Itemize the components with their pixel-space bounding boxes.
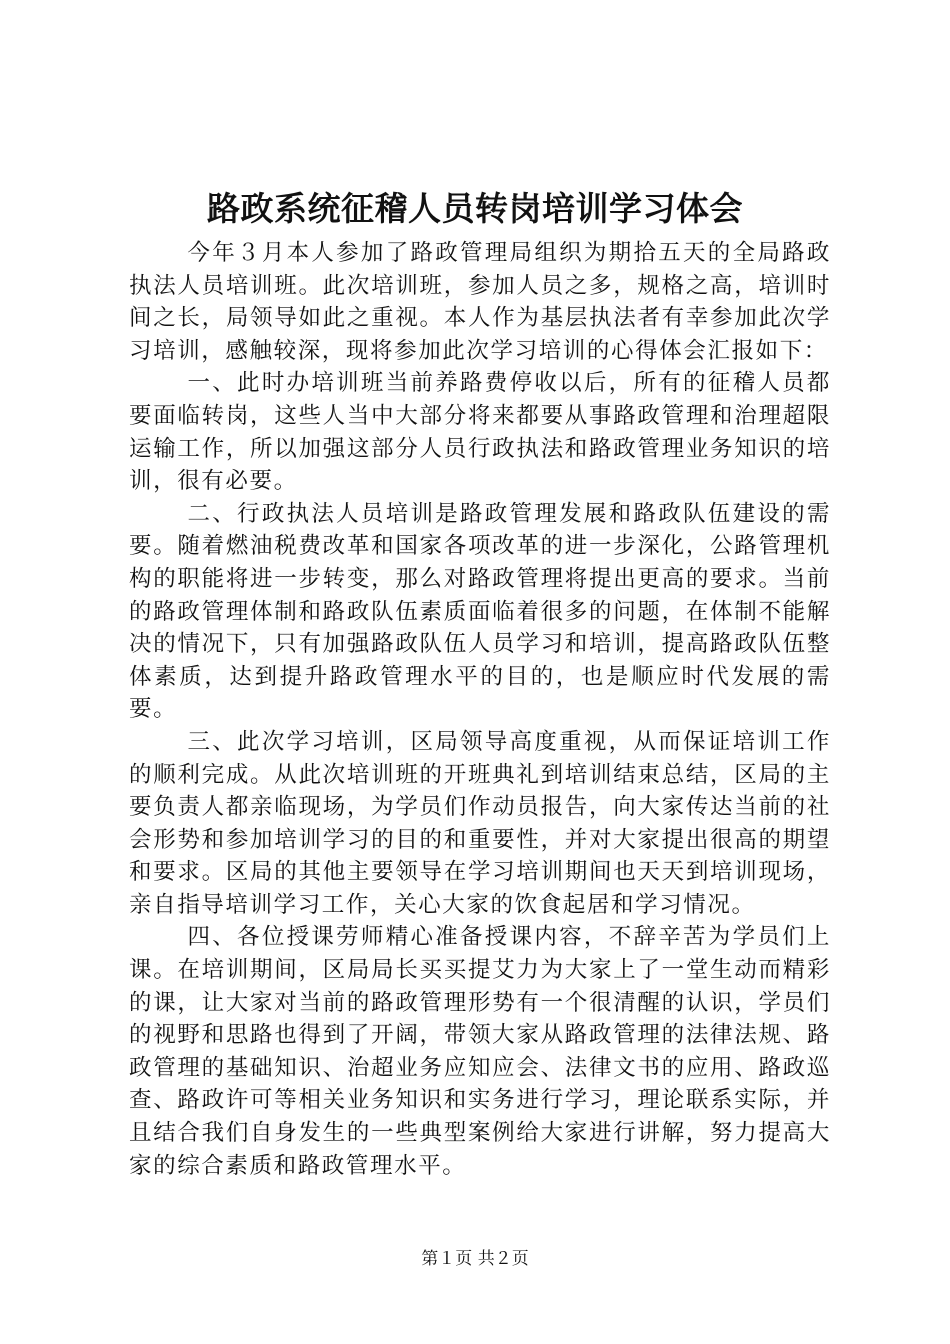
paragraph-point-2: 二、行政执法人员培训是路政管理发展和路政队伍建设的需要。随着燃油税费改革和国家各项改革的进一步深化，公路管理机构的职能将进一步转变，那么对路政管理将提出更高的要求。当前的路政管理体制和路政队伍素质面临着很多的问题，在体制不能解决的情况下，只有加强路政队伍人员学习和培训，提高路政队伍整体素质，达到提升路政管理水平的目的，也是顺应时代发展的需要。 — [129, 500, 831, 723]
paragraph-point-3: 三、此次学习培训，区局领导高度重视，从而保证培训工作的顺利完成。从此次培训班的开班典礼到培训结束总结，区局的主要负责人都亲临现场，为学员们作动员报告，向大家传达当前的社会形势和参加培训学习的目的和重要性，并对大家提出很高的期望和要求。区局的其他主要领导在学习培训期间也天天到培训现场，亲自指导培训学习工作，关心大家的饮食起居和学习情况。 — [129, 728, 831, 918]
page-number-footer: 第１页 共２页 — [421, 1249, 529, 1269]
document-body — [129, 237, 831, 1182]
paragraph-point-4: 四、各位授课劳师精心准备授课内容，不辞辛苦为学员们上课。在培训期间，区局局长买买提艾力为大家上了一堂生动而精彩的课，让大家对当前的路政管理形势有一个很清醒的认识，学员们的视野和思路也得到了开阔，带领大家从路政管理的法律法规、路政管理的基础知识、治超业务应知应会、法律文书的应用、路政巡查、路政许可等相关业务知识和实务进行学习，理论联系实际，并且结合我们自身发生的一些典型案例给大家进行讲解，努力提高大家的综合素质和路政管理水平。 — [129, 924, 831, 1179]
paragraph-intro: 今年３月本人参加了路政管理局组织为期拾五天的全局路政执法人员培训班。此次培训班，参加人员之多，规格之高，培训时间之长，局领导如此之重视。本人作为基层执法者有幸参加此次学习培训，感触较深，现将参加此次学习培训的心得体会汇报如下： — [129, 240, 831, 364]
paragraph-point-1: 一、此时办培训班当前养路费停收以后，所有的征稽人员都要面临转岗，这些人当中大部分将来都要从事路政管理和治理超限运输工作，所以加强这部分人员行政执法和路政管理业务知识的培训，很有必要。 — [129, 370, 831, 495]
document-title: 路政系统征稽人员转岗培训学习体会 — [207, 189, 743, 228]
